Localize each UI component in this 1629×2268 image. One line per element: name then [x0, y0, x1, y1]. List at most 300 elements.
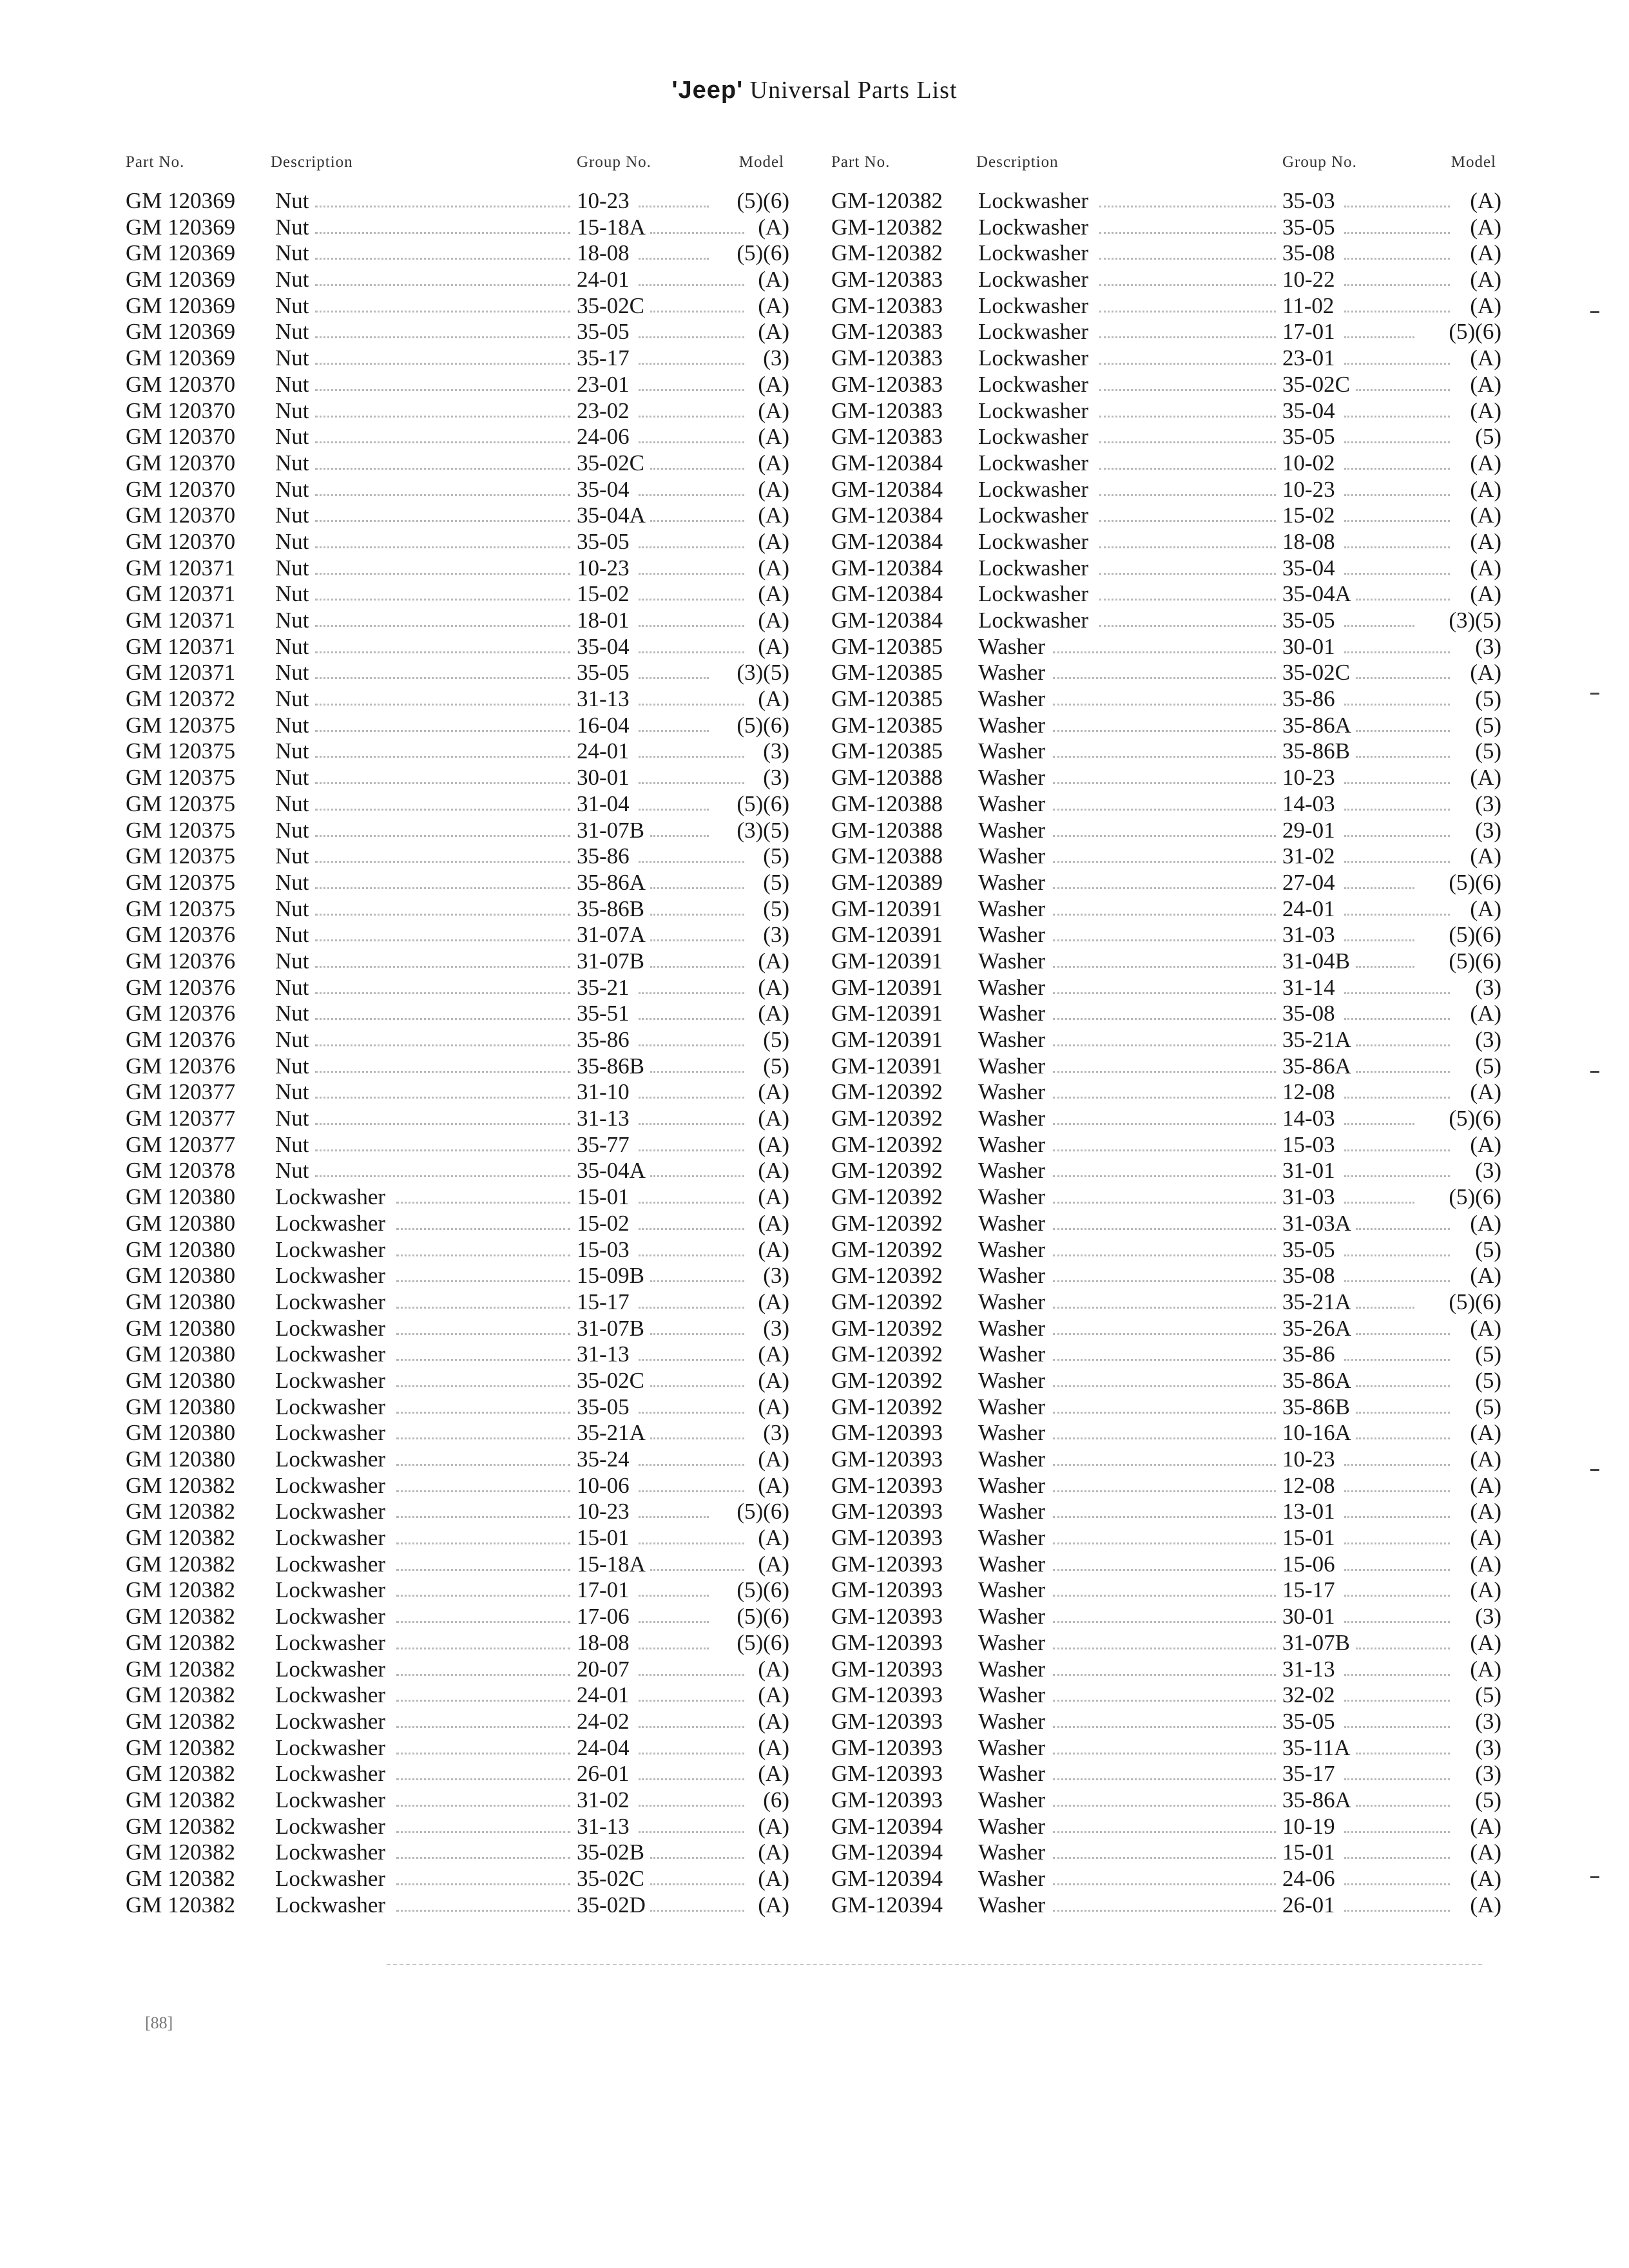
group-number: 35-86A	[1282, 1367, 1351, 1393]
dot-leader	[650, 939, 744, 941]
dot-leader	[639, 861, 744, 863]
model-code: (3)	[763, 922, 789, 948]
parts-row	[126, 870, 789, 896]
model-code: (5)(6)	[1449, 922, 1501, 948]
part-number: GM-120393	[831, 1708, 943, 1734]
group-number: 15-03	[577, 1236, 630, 1262]
dot-leader	[1356, 1228, 1450, 1230]
parts-row	[126, 1237, 789, 1264]
part-number: GM 120376	[126, 948, 236, 974]
dot-leader	[650, 1333, 744, 1335]
group-number: 27-04	[1282, 869, 1335, 895]
parts-row	[126, 1184, 789, 1211]
parts-row	[831, 1106, 1501, 1132]
part-description: Lockwasher	[275, 1787, 386, 1812]
part-number: GM-120384	[831, 450, 943, 476]
group-number: 31-03	[1282, 1184, 1335, 1210]
group-number: 35-21A	[1282, 1289, 1351, 1314]
parts-row	[831, 1079, 1501, 1106]
part-number: GM-120383	[831, 293, 943, 318]
parts-row	[831, 765, 1501, 791]
model-code: (A)	[758, 1001, 789, 1026]
dot-leader	[639, 1778, 744, 1780]
dot-leader	[1356, 1437, 1450, 1439]
part-number: GM-120393	[831, 1472, 943, 1498]
part-description: Lockwasher	[275, 1866, 386, 1891]
dot-leader	[1344, 939, 1414, 941]
dot-leader	[1099, 363, 1276, 365]
dot-leader	[1344, 1490, 1450, 1492]
parts-row	[126, 1289, 789, 1316]
dot-leader	[1356, 599, 1450, 601]
dot-leader	[1099, 258, 1276, 260]
part-description: Lockwasher	[978, 424, 1089, 450]
part-description: Nut	[275, 608, 309, 633]
parts-row	[831, 1027, 1501, 1053]
group-number: 35-86	[577, 1027, 630, 1052]
model-code: (A)	[1470, 1210, 1501, 1236]
dot-leader	[1344, 206, 1450, 207]
dot-leader	[396, 1595, 570, 1597]
group-number: 35-17	[577, 345, 630, 371]
part-description: Nut	[275, 581, 309, 607]
group-number: 31-07B	[577, 948, 644, 974]
part-description: Washer	[978, 1682, 1046, 1708]
dot-leader	[639, 1805, 744, 1807]
dot-leader	[315, 258, 570, 260]
part-number: GM 120380	[126, 1236, 236, 1262]
dot-leader	[1053, 1097, 1276, 1099]
part-description: Washer	[978, 922, 1046, 948]
model-code: (A)	[1470, 581, 1501, 607]
dot-leader	[650, 1280, 744, 1282]
dot-leader	[1053, 1307, 1276, 1309]
part-number: GM 120377	[126, 1106, 236, 1131]
part-description: Nut	[275, 528, 309, 554]
dot-leader	[1344, 1831, 1450, 1833]
dot-leader	[639, 1490, 744, 1492]
part-number: GM 120380	[126, 1289, 236, 1314]
group-number: 15-03	[1282, 1131, 1335, 1157]
part-number: GM-120384	[831, 476, 943, 502]
dot-leader	[1053, 1044, 1276, 1046]
part-description: Washer	[978, 1289, 1046, 1314]
group-number: 35-02C	[577, 450, 644, 476]
dot-leader	[1053, 730, 1276, 732]
parts-row	[126, 1263, 789, 1289]
part-description: Lockwasher	[275, 1367, 386, 1393]
model-code: (A)	[1470, 293, 1501, 318]
model-code: (3)	[1475, 1761, 1501, 1787]
parts-row	[126, 240, 789, 267]
group-number: 31-03	[1282, 922, 1335, 948]
parts-row	[126, 267, 789, 293]
dot-leader	[639, 1228, 744, 1230]
part-number: GM-120393	[831, 1551, 943, 1577]
dot-leader	[639, 258, 709, 260]
dot-leader	[639, 1621, 709, 1623]
dot-leader	[1344, 861, 1450, 863]
part-description: Nut	[275, 738, 309, 764]
dot-leader	[1053, 1674, 1276, 1676]
model-code: (A)	[1470, 528, 1501, 554]
dot-leader	[315, 389, 570, 391]
dot-leader	[1053, 677, 1276, 679]
group-number: 35-86	[577, 843, 630, 869]
dot-leader	[650, 311, 744, 312]
part-description: Nut	[275, 686, 309, 712]
dot-leader	[1053, 1254, 1276, 1256]
part-description: Washer	[978, 843, 1046, 869]
dot-leader	[650, 520, 744, 522]
part-number: GM 120382	[126, 1472, 236, 1498]
dot-leader	[1356, 1071, 1450, 1073]
dot-leader	[1344, 1516, 1450, 1518]
part-description: Nut	[275, 1079, 309, 1105]
part-description: Lockwasher	[275, 1604, 386, 1629]
part-description: Nut	[275, 896, 309, 921]
part-number: GM 120380	[126, 1367, 236, 1393]
part-description: Washer	[978, 765, 1046, 791]
part-number: GM 120370	[126, 450, 236, 476]
group-number: 31-13	[577, 686, 630, 712]
group-number: 24-01	[577, 738, 630, 764]
parts-row	[831, 1709, 1501, 1735]
dot-leader	[1344, 416, 1450, 418]
header-part-no: Part No.	[126, 153, 185, 171]
group-number: 31-07B	[1282, 1629, 1350, 1655]
parts-row	[831, 1001, 1501, 1027]
part-description: Washer	[978, 974, 1046, 1000]
parts-row	[126, 765, 789, 791]
part-description: Nut	[275, 503, 309, 528]
model-code: (5)(6)	[737, 240, 789, 266]
dot-leader	[1053, 1542, 1276, 1544]
part-number: GM-120393	[831, 1604, 943, 1629]
dot-leader	[1053, 1831, 1276, 1833]
group-number: 10-06	[577, 1472, 630, 1498]
part-number: GM-120392	[831, 1131, 943, 1157]
dot-leader	[1099, 441, 1276, 443]
dot-leader	[315, 966, 570, 968]
parts-row	[831, 1341, 1501, 1368]
part-description: Lockwasher	[275, 1577, 386, 1603]
margin-mark	[1590, 693, 1599, 695]
group-number: 35-86A	[1282, 712, 1351, 738]
model-code: (A)	[758, 1840, 789, 1865]
parts-row	[831, 398, 1501, 425]
part-number: GM-120392	[831, 1367, 943, 1393]
part-number: GM 120382	[126, 1682, 236, 1708]
parts-row	[831, 1211, 1501, 1237]
right-column-headers	[831, 153, 1501, 179]
model-code: (A)	[758, 1446, 789, 1472]
part-number: GM-120385	[831, 660, 943, 686]
parts-row	[831, 1289, 1501, 1316]
dot-leader	[639, 336, 744, 338]
model-code: (A)	[758, 1106, 789, 1131]
group-number: 35-21A	[1282, 1027, 1351, 1052]
part-number: GM 120371	[126, 608, 236, 633]
dot-leader	[315, 573, 570, 575]
parts-row	[126, 1761, 789, 1787]
dot-leader	[1053, 1910, 1276, 1912]
part-number: GM 120382	[126, 1525, 236, 1551]
dot-leader	[396, 1674, 570, 1676]
model-code: (A)	[758, 1735, 789, 1760]
part-number: GM 120369	[126, 240, 236, 266]
model-code: (5)(6)	[1449, 1184, 1501, 1210]
group-number: 31-02	[577, 1787, 630, 1812]
part-number: GM-120384	[831, 503, 943, 528]
group-number: 10-23	[577, 1499, 630, 1524]
group-number: 10-23	[577, 188, 630, 213]
dot-leader	[1053, 966, 1276, 968]
model-code: (A)	[1470, 398, 1501, 423]
dot-leader	[650, 1910, 744, 1912]
dot-leader	[1099, 232, 1276, 234]
dot-leader	[650, 887, 744, 889]
parts-row	[831, 1446, 1501, 1473]
parts-row	[831, 555, 1501, 582]
dot-leader	[639, 1753, 744, 1754]
parts-row	[126, 896, 789, 923]
part-number: GM-120394	[831, 1866, 943, 1891]
dot-leader	[639, 441, 744, 443]
dot-leader	[315, 363, 570, 365]
dot-leader	[1053, 1857, 1276, 1859]
part-description: Washer	[978, 1840, 1046, 1865]
group-number: 35-04A	[1282, 581, 1351, 607]
parts-row	[126, 319, 789, 345]
parts-row	[126, 686, 789, 713]
group-number: 24-06	[1282, 1866, 1335, 1891]
parts-row	[126, 1525, 789, 1552]
dot-leader	[396, 1569, 570, 1571]
dot-leader	[315, 1044, 570, 1046]
parts-row	[126, 791, 789, 818]
part-description: Lockwasher	[275, 1708, 386, 1734]
model-code: (3)	[763, 765, 789, 791]
dot-leader	[396, 1490, 570, 1492]
dot-leader	[396, 1883, 570, 1885]
model-code: (3)	[1475, 791, 1501, 816]
part-description: Lockwasher	[275, 1761, 386, 1787]
parts-row	[126, 922, 789, 948]
dot-leader	[1344, 1857, 1450, 1859]
group-number: 10-19	[1282, 1813, 1335, 1839]
part-number: GM-120383	[831, 267, 943, 293]
dot-leader	[650, 1883, 744, 1885]
dot-leader	[1344, 704, 1450, 706]
part-description: Washer	[978, 1315, 1046, 1341]
dot-leader	[639, 1254, 744, 1256]
dot-leader	[639, 1831, 744, 1833]
part-description: Nut	[275, 214, 309, 240]
header-description: Description	[976, 153, 1059, 171]
parts-row	[126, 1552, 789, 1578]
part-number: GM-120388	[831, 765, 943, 791]
dot-leader	[1356, 966, 1414, 968]
part-description: Washer	[978, 1472, 1046, 1498]
dot-leader	[639, 389, 744, 391]
model-code: (A)	[1470, 345, 1501, 371]
model-code: (A)	[1470, 1629, 1501, 1655]
part-description: Lockwasher	[978, 293, 1089, 318]
part-description: Washer	[978, 1787, 1046, 1812]
part-description: Lockwasher	[275, 1525, 386, 1551]
parts-row	[126, 1053, 789, 1080]
part-description: Washer	[978, 1131, 1046, 1157]
model-code: (5)(6)	[1449, 1289, 1501, 1314]
part-description: Washer	[978, 1656, 1046, 1682]
part-description: Nut	[275, 371, 309, 397]
parts-row	[831, 529, 1501, 555]
dot-leader	[315, 520, 570, 522]
dot-leader	[1344, 1910, 1450, 1912]
parts-row	[126, 1840, 789, 1866]
margin-mark	[1590, 311, 1599, 313]
dot-leader	[1053, 1648, 1276, 1649]
dot-leader	[1344, 1097, 1450, 1099]
group-number: 35-05	[1282, 608, 1335, 633]
part-description: Nut	[275, 345, 309, 371]
group-number: 35-86A	[1282, 1053, 1351, 1079]
group-number: 15-01	[1282, 1525, 1335, 1551]
dot-leader	[1344, 1621, 1450, 1623]
parts-row	[831, 503, 1501, 529]
parts-row	[831, 1577, 1501, 1604]
group-number: 15-06	[1282, 1551, 1335, 1577]
group-number: 10-23	[1282, 476, 1335, 502]
part-description: Lockwasher	[978, 371, 1089, 397]
group-number: 30-01	[1282, 1604, 1335, 1629]
part-number: GM-120392	[831, 1158, 943, 1184]
parts-row	[126, 843, 789, 870]
model-code: (3)	[1475, 1735, 1501, 1760]
dot-leader	[1053, 1333, 1276, 1335]
part-description: Washer	[978, 1420, 1046, 1446]
parts-row	[831, 1657, 1501, 1683]
group-number: 24-06	[577, 424, 630, 450]
group-number: 10-23	[1282, 1446, 1335, 1472]
group-number: 35-05	[577, 528, 630, 554]
part-description: Nut	[275, 1106, 309, 1131]
group-number: 35-02B	[577, 1840, 644, 1865]
dot-leader	[1053, 835, 1276, 837]
part-number: GM-120393	[831, 1656, 943, 1682]
model-code: (6)	[763, 1787, 789, 1812]
group-number: 24-02	[577, 1708, 630, 1734]
model-code: (5)(6)	[737, 188, 789, 213]
parts-row	[126, 1499, 789, 1525]
dot-leader	[1356, 1753, 1450, 1754]
part-number: GM-120384	[831, 608, 943, 633]
part-number: GM 120369	[126, 214, 236, 240]
part-number: GM 120369	[126, 319, 236, 345]
dot-leader	[1344, 1149, 1450, 1151]
group-number: 35-05	[1282, 214, 1335, 240]
model-code: (A)	[758, 1472, 789, 1498]
group-number: 20-07	[577, 1656, 630, 1682]
model-code: (A)	[758, 686, 789, 712]
parts-row	[126, 1604, 789, 1630]
part-number: GM-120393	[831, 1525, 943, 1551]
parts-row	[126, 477, 789, 503]
dot-leader	[1344, 1700, 1450, 1702]
parts-row	[126, 188, 789, 215]
part-description: Washer	[978, 712, 1046, 738]
part-number: GM-120391	[831, 1001, 943, 1026]
model-code: (3)(5)	[737, 660, 789, 686]
model-code: (3)	[1475, 974, 1501, 1000]
dot-leader	[639, 1674, 744, 1676]
model-code: (3)	[1475, 1604, 1501, 1629]
part-number: GM-120392	[831, 1341, 943, 1367]
group-number: 12-08	[1282, 1079, 1335, 1105]
part-number: GM 120370	[126, 528, 236, 554]
part-description: Lockwasher	[275, 1840, 386, 1865]
dot-leader	[1053, 651, 1276, 653]
dot-leader	[1053, 782, 1276, 784]
dot-leader	[1344, 1883, 1450, 1885]
dot-leader	[1344, 441, 1450, 443]
part-description: Lockwasher	[275, 1682, 386, 1708]
part-number: GM 120371	[126, 660, 236, 686]
parts-row	[126, 1158, 789, 1184]
part-number: GM 120382	[126, 1708, 236, 1734]
dot-leader	[1356, 1385, 1450, 1387]
part-description: Nut	[275, 319, 309, 345]
part-description: Lockwasher	[978, 476, 1089, 502]
model-code: (A)	[1470, 188, 1501, 213]
dot-leader	[639, 1595, 709, 1597]
dot-leader	[315, 311, 570, 312]
model-code: (A)	[758, 476, 789, 502]
parts-row	[831, 608, 1501, 634]
group-number: 10-22	[1282, 267, 1335, 293]
part-description: Lockwasher	[275, 1394, 386, 1419]
parts-row	[831, 1866, 1501, 1892]
dot-leader	[1344, 1778, 1450, 1780]
dot-leader	[1356, 677, 1450, 679]
dot-leader	[1344, 1542, 1450, 1544]
dot-leader	[315, 546, 570, 548]
group-number: 24-04	[577, 1735, 630, 1760]
part-number: GM 120382	[126, 1866, 236, 1891]
part-number: GM 120376	[126, 922, 236, 948]
part-number: GM-120392	[831, 1394, 943, 1419]
dot-leader	[1099, 284, 1276, 286]
parts-row	[126, 293, 789, 320]
group-number: 35-08	[1282, 240, 1335, 266]
dot-leader	[396, 1516, 570, 1518]
group-number: 35-02C	[577, 1866, 644, 1891]
dot-leader	[1344, 1202, 1414, 1204]
parts-row	[831, 1814, 1501, 1840]
model-code: (3)	[1475, 1708, 1501, 1734]
group-number: 31-10	[577, 1079, 630, 1105]
model-code: (5)(6)	[1449, 869, 1501, 895]
part-number: GM 120382	[126, 1604, 236, 1629]
model-code: (5)	[1475, 738, 1501, 764]
parts-row	[831, 267, 1501, 293]
parts-row	[126, 634, 789, 660]
model-code: (3)	[763, 345, 789, 371]
right-parts-column	[831, 153, 1501, 1918]
dot-leader	[315, 992, 570, 994]
dot-leader	[1344, 1175, 1450, 1177]
